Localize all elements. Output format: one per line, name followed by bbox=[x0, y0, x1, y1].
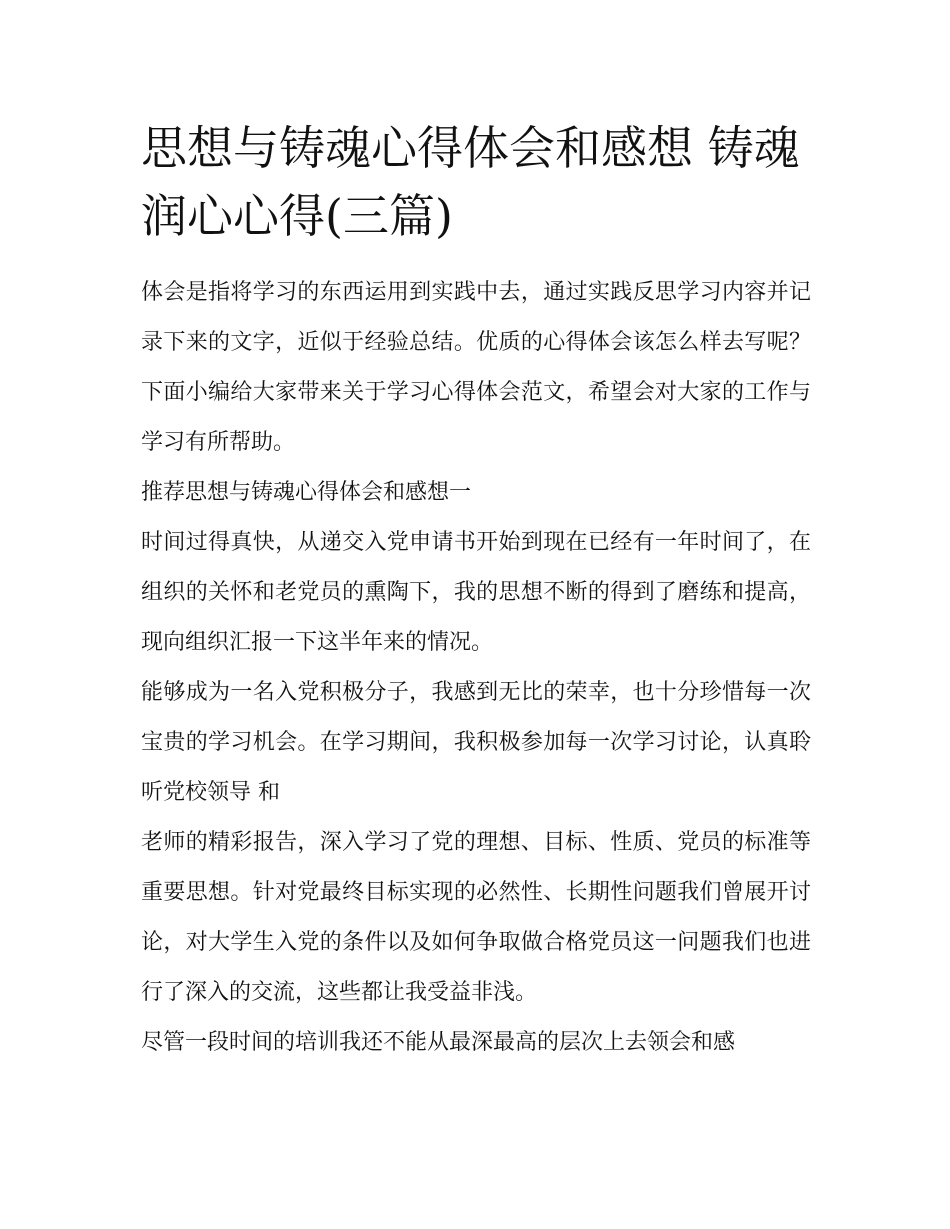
paragraph: 能够成为一名入党积极分子，我感到无比的荣幸，也十分珍惜每一次宝贵的学习机会。在学习期间，我积极参加每一次学习讨论，认真聆听党校领导 和 bbox=[141, 680, 811, 805]
document-body bbox=[141, 268, 811, 1068]
document-page bbox=[141, 114, 811, 1068]
document-title: 思想与铸魂心得体会和感想 铸魂润心心得(三篇) bbox=[141, 121, 800, 243]
paragraph: 时间过得真快，从递交入党申请书开始到现在已经有一年时间了，在组织的关怀和老党员的熏陶下，我的思想不断的得到了磨练和提高，现向组织汇报一下这半年来的情况。 bbox=[141, 530, 811, 655]
paragraph: 老师的精彩报告，深入学习了党的理想、目标、性质、党员的标准等重要思想。针对党最终目标实现的必然性、长期性问题我们曾展开讨论，对大学生入党的条件以及如何争取做合格党员这一问题我们也进行了深入的交流，这些都让我受益非浅。 bbox=[141, 830, 811, 1005]
paragraph: 尽管一段时间的培训我还不能从最深最高的层次上去领会和感 bbox=[141, 1030, 736, 1055]
paragraph-intro: 体会是指将学习的东西运用到实践中去，通过实践反思学习内容并记录下来的文字，近似于经验总结。优质的心得体会该怎么样去写呢？下面小编给大家带来关于学习心得体会范文，希望会对大家的工作与学习有所帮助。 bbox=[141, 280, 811, 455]
section-heading: 推荐思想与铸魂心得体会和感想一 bbox=[141, 480, 472, 505]
